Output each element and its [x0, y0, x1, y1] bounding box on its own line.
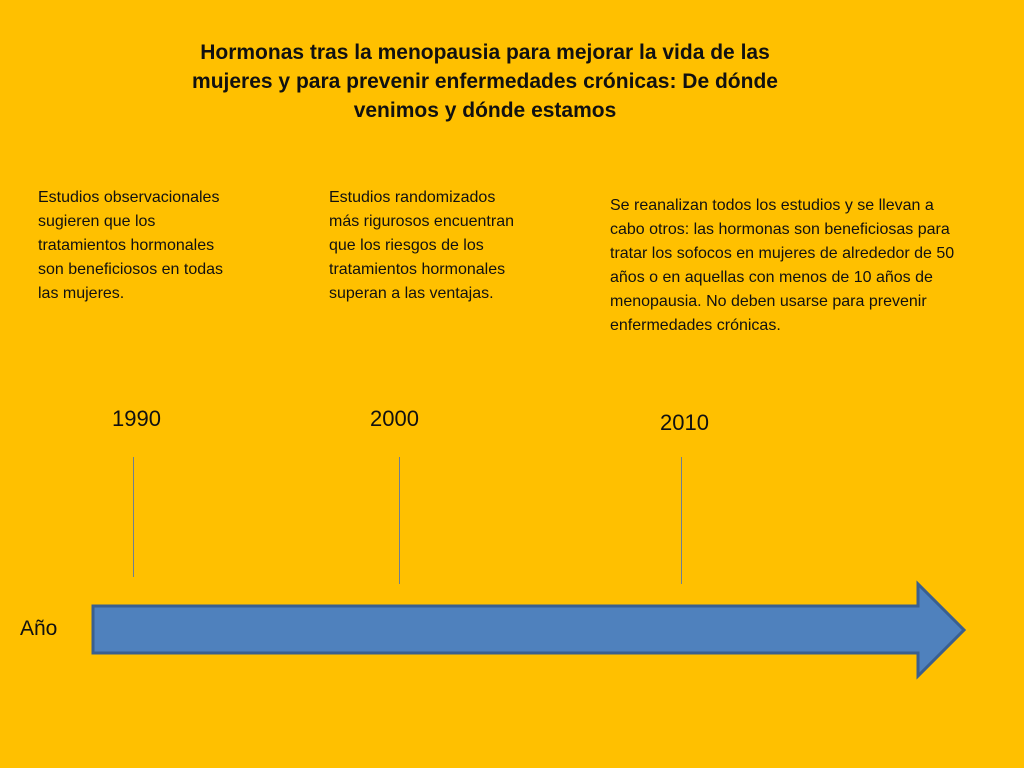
event-description-2010: Se reanalizan todos los estudios y se llevan a cabo otros: las hormonas son beneficiosas para tratar los sofocos en mujeres de alrededor de 50 años o en aquellas con menos de 10 años de menopausia. No deben usarse para prevenir enfermedades crónicas. — [610, 197, 955, 334]
axis-label-year: Año — [20, 617, 58, 640]
year-label-1990: 1990 — [112, 406, 161, 431]
timeline-arrow-shape — [93, 584, 964, 676]
slide-title: Hormonas tras la menopausia para mejorar la vida de las mujeres y para prevenir enfermedades crónicas: De dónde venimos y dónde estamos — [192, 41, 778, 122]
event-description-2000: Estudios randomizados más rigurosos encuentran que los riesgos de los tratamientos hormonales superan a las ventajas. — [329, 189, 514, 302]
year-label-2010: 2010 — [660, 410, 709, 435]
year-label-2000: 2000 — [370, 406, 419, 431]
event-description-1990: Estudios observacionales sugieren que los tratamientos hormonales son beneficiosos en todas las mujeres. — [38, 189, 224, 302]
